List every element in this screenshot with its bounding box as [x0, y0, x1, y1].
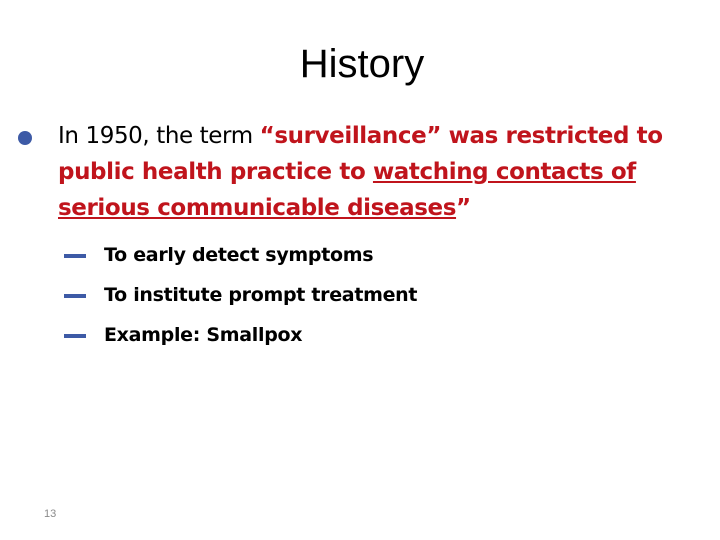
bullet-dot-icon	[18, 131, 32, 145]
sub-bullet-list	[64, 238, 664, 358]
page-number: 13	[44, 508, 57, 520]
dash-icon	[64, 294, 86, 298]
main-bullet-prefix: In 1950, the term	[58, 123, 260, 149]
dash-icon	[64, 254, 86, 258]
dash-icon	[64, 334, 86, 338]
sub-bullet-item	[64, 238, 664, 278]
sub-bullet-item	[64, 278, 664, 318]
main-bullet-suffix: ”	[456, 195, 471, 221]
main-bullet-underlined: watching contacts of serious communicable diseases	[58, 159, 636, 221]
main-bullet-emphasis: “surveillance” was restricted to public health practice to	[58, 123, 663, 185]
sub-bullet-item	[64, 318, 664, 358]
main-bullet-text	[58, 118, 708, 226]
sub-bullet-text: To institute prompt treatment	[104, 284, 418, 306]
slide-title: History	[299, 42, 425, 86]
sub-bullet-text: To early detect symptoms	[104, 244, 374, 266]
sub-bullet-text: Example: Smallpox	[104, 324, 303, 346]
